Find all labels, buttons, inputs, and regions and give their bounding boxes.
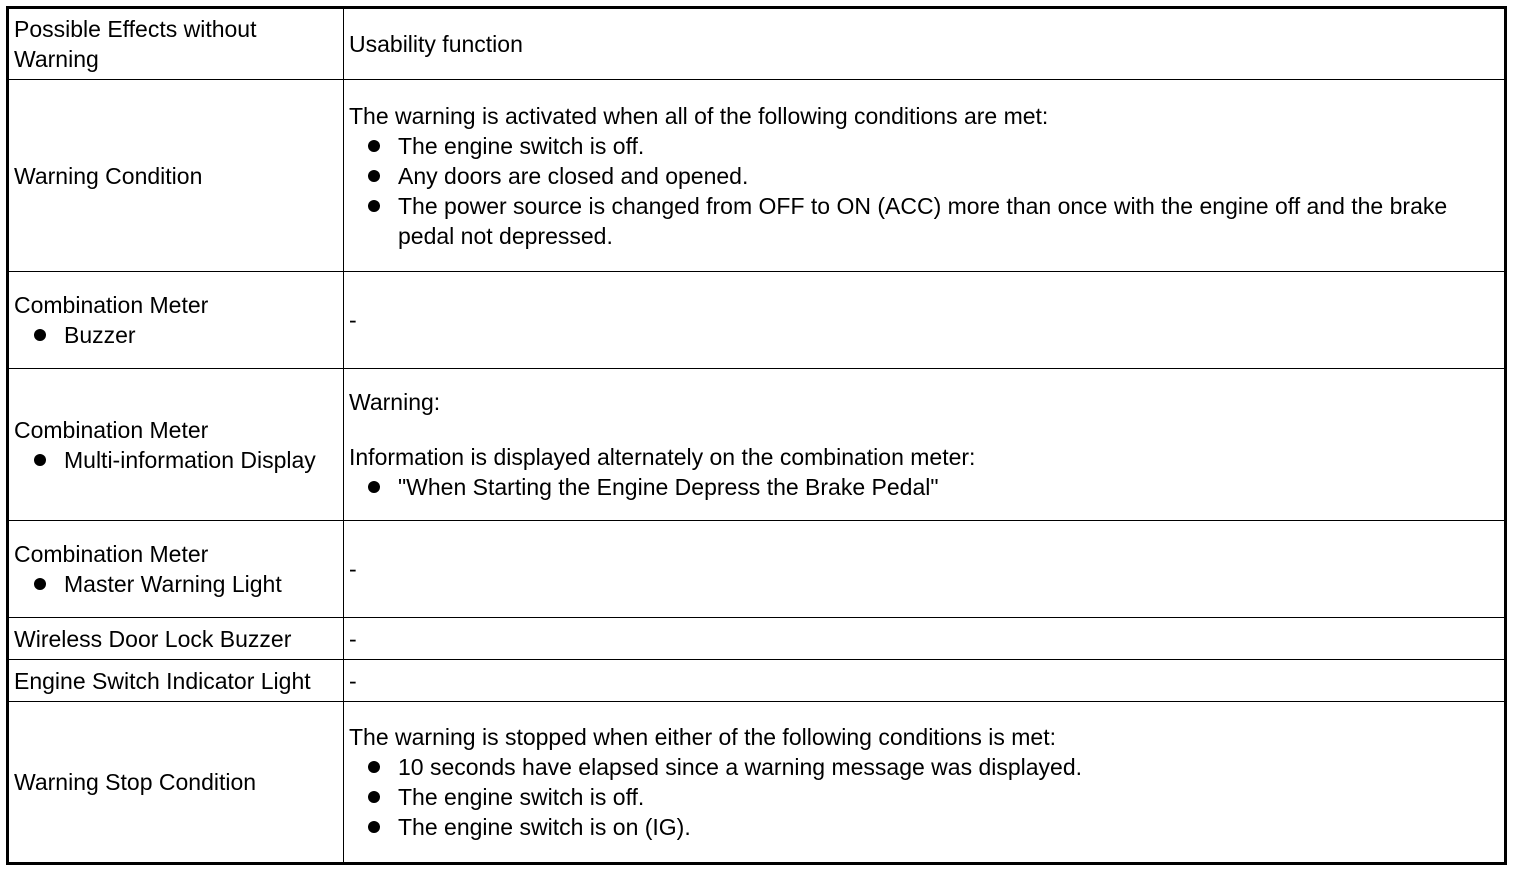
- bullet-icon: [368, 200, 380, 212]
- row-label: Engine Switch Indicator Light: [14, 667, 311, 694]
- row-label: Combination Meter: [14, 416, 209, 443]
- table-row: [8, 80, 1506, 272]
- table-row: [8, 8, 1506, 80]
- bullet-icon: [34, 454, 46, 466]
- list-item: The engine switch is off.: [349, 782, 1499, 812]
- warning-heading: Warning:: [349, 389, 441, 415]
- row-value: -: [349, 667, 357, 694]
- list-item: The engine switch is off.: [349, 131, 1499, 161]
- bullet-icon: [368, 140, 380, 152]
- row-label: Combination Meter: [14, 541, 209, 567]
- row-value-cell: [344, 618, 1506, 660]
- list-item: Buzzer: [14, 320, 338, 350]
- component-list: [14, 569, 338, 599]
- row-value: -: [349, 307, 357, 333]
- condition-list: [349, 131, 1499, 251]
- list-item: Multi-information Display: [14, 445, 338, 475]
- component-list: [14, 320, 338, 350]
- list-item: Master Warning Light: [14, 569, 338, 599]
- row-value: -: [349, 625, 357, 652]
- bullet-icon: [368, 170, 380, 182]
- table-row: [8, 369, 1506, 521]
- row-value-cell: [344, 702, 1506, 864]
- component-list: [14, 445, 338, 475]
- row-label-cell: [8, 521, 344, 618]
- warning-spec-table: [6, 6, 1507, 865]
- bullet-icon: [34, 329, 46, 341]
- row-label-cell: [8, 272, 344, 369]
- table-row: [8, 618, 1506, 660]
- table-row: [8, 660, 1506, 702]
- bullet-icon: [34, 578, 46, 590]
- row-label-cell: [8, 369, 344, 521]
- bullet-icon: [368, 791, 380, 803]
- list-item: The power source is changed from OFF to ON (ACC) more than once with the engine off and the brake pedal not depressed.: [349, 191, 1499, 251]
- bullet-icon: [368, 821, 380, 833]
- warning-description: Information is displayed alternately on the combination meter:: [349, 444, 976, 470]
- list-item: The engine switch is on (IG).: [349, 812, 1499, 842]
- bullet-icon: [368, 761, 380, 773]
- list-item: 10 seconds have elapsed since a warning message was displayed.: [349, 752, 1499, 782]
- table-row: [8, 521, 1506, 618]
- row-value: Usability function: [349, 31, 523, 57]
- condition-list: [349, 752, 1499, 842]
- row-label: Warning Condition: [14, 162, 203, 189]
- row-value-cell: [344, 80, 1506, 272]
- row-label: Possible Effects without Warning: [14, 16, 257, 72]
- row-value-cell: [344, 369, 1506, 521]
- row-value: -: [349, 556, 357, 582]
- table-row: [8, 272, 1506, 369]
- row-label-cell: [8, 80, 344, 272]
- message-list: [349, 472, 1499, 502]
- row-value-cell: [344, 272, 1506, 369]
- row-label: Combination Meter: [14, 292, 209, 318]
- row-value-cell: [344, 8, 1506, 80]
- table-row: [8, 702, 1506, 864]
- condition-intro: The warning is activated when all of the following conditions are met:: [349, 102, 1049, 129]
- row-label: Warning Stop Condition: [14, 769, 257, 795]
- list-item: "When Starting the Engine Depress the Brake Pedal": [349, 472, 1499, 502]
- bullet-icon: [368, 481, 380, 493]
- list-item: Any doors are closed and opened.: [349, 161, 1499, 191]
- condition-intro: The warning is stopped when either of the following conditions is met:: [349, 724, 1057, 750]
- row-label-cell: [8, 618, 344, 660]
- row-label-cell: [8, 660, 344, 702]
- row-label-cell: [8, 8, 344, 80]
- row-value-cell: [344, 660, 1506, 702]
- row-label: Wireless Door Lock Buzzer: [14, 625, 292, 652]
- row-label-cell: [8, 702, 344, 864]
- row-value-cell: [344, 521, 1506, 618]
